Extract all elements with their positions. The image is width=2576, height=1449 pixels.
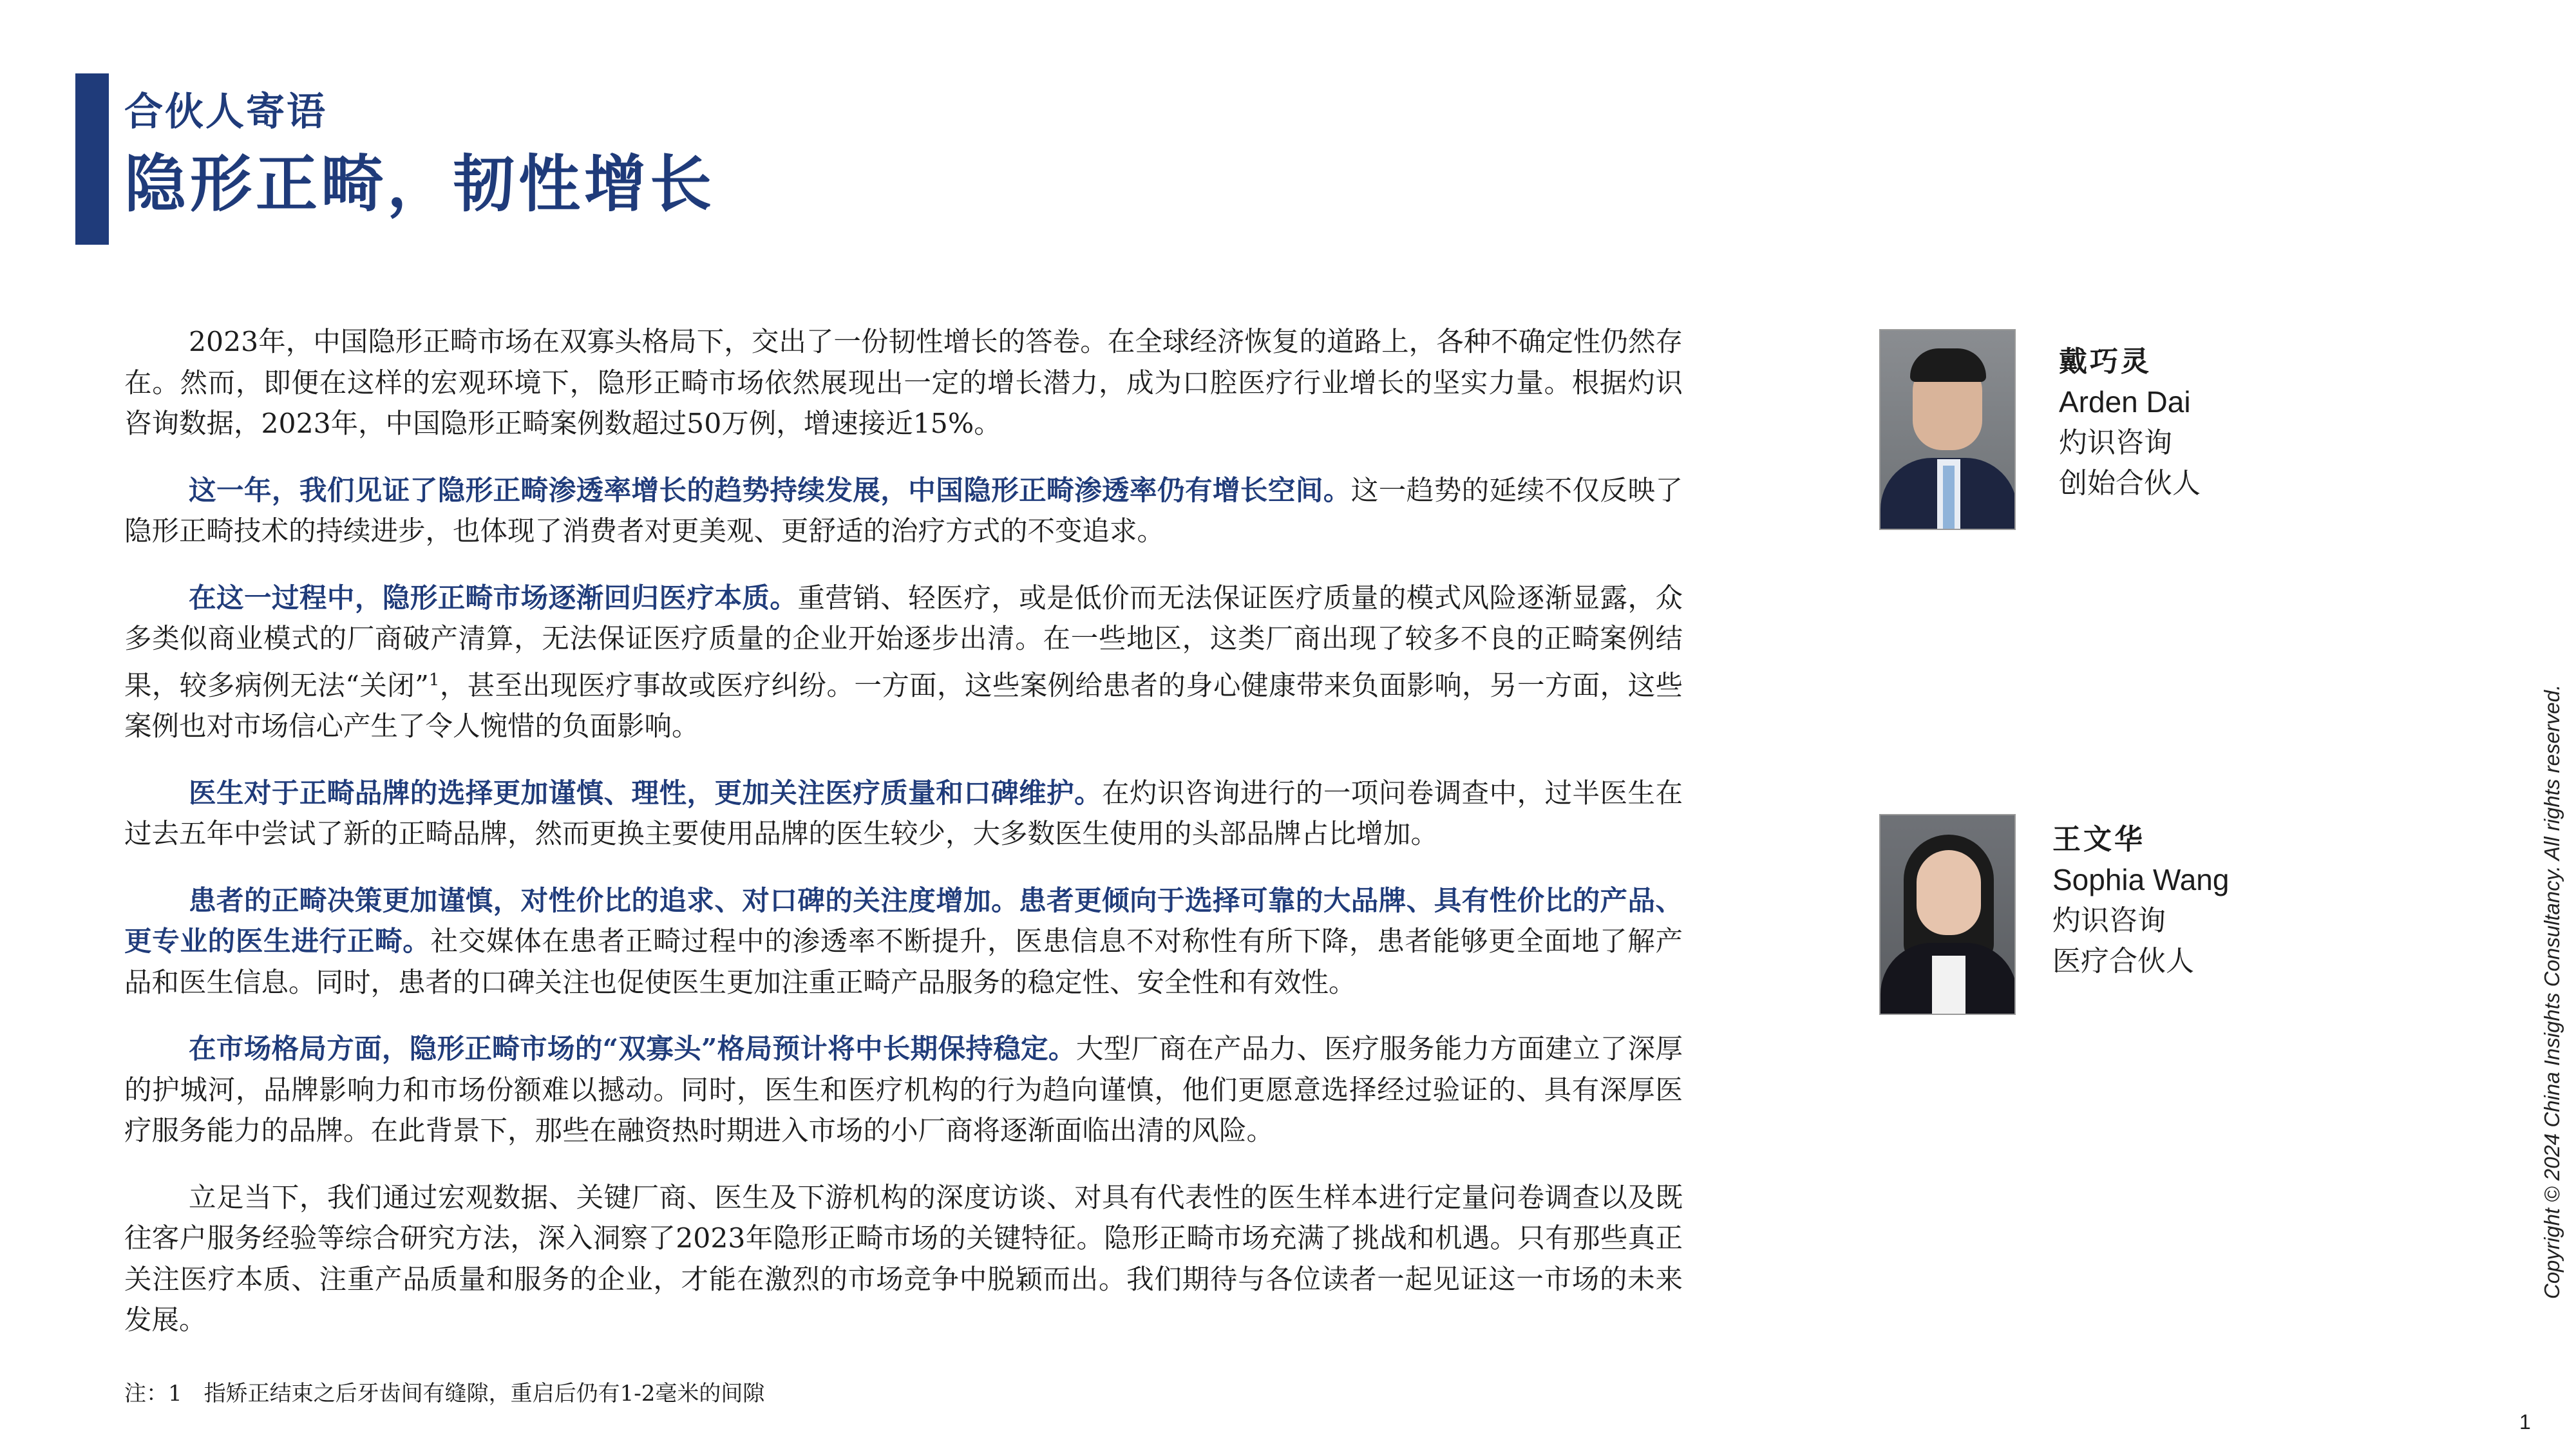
paragraph-text: ，甚至出现医疗事故或医疗纠纷。一方面，这些案例给患者的身心健康带来负面影响，另一方面，这些案例也对市场信心产生了令人惋惜的负面影响。 bbox=[124, 670, 1683, 743]
hair-shape bbox=[1910, 348, 1986, 382]
footnote: 注：1 指矫正结束之后牙齿间有缝隙，重启后仍有1-2毫米的间隙 bbox=[124, 1381, 765, 1406]
paragraph-1 bbox=[124, 322, 1683, 445]
partner-name-cn: 王文华 bbox=[2052, 823, 2145, 856]
partner-name-cn: 戴巧灵 bbox=[2059, 345, 2152, 378]
partner-company: 灼识咨询 bbox=[2052, 904, 2166, 937]
paragraph-highlight: 医生对于正畸品牌的选择更加谨慎、理性，更加关注医疗质量和口碑维护。 bbox=[189, 777, 1103, 810]
paragraph-2 bbox=[124, 471, 1683, 553]
paragraph-text: 大型厂商在产品力、医疗服务能力方面建立了深厚的护城河，品牌影响力和市场份额难以撼动。同时，医生和医疗机构的行为趋向谨慎，他们更愿意选择经过验证的、具有深厚医疗服务能力的品牌。在此背景下，那些在融资热时期进入市场的小厂商将逐渐面临出清的风险。 bbox=[124, 1034, 1683, 1148]
paragraph-text: 立足当下，我们通过宏观数据、关键厂商、医生及下游机构的深度访谈、对具有代表性的医生样本进行定量问卷调查以及既往客户服务经验等综合研究方法，深入洞察了2023年隐形正畸市场的关键特征。隐形正畸市场充满了挑战和机遇。只有那些真正关注医疗本质、注重产品质量和服务的企业，才能在激烈的市场竞争中脱颖而出。我们期待与各位读者一起见证这一市场的未来发展。 bbox=[124, 1182, 1683, 1337]
paragraph-highlight: 患者的正畸决策更加谨慎，对性价比的追求、对口碑的关注度增加。患者更倾向于选择可靠的大品牌、具有性价比的产品、更专业的医生进行正畸。 bbox=[124, 884, 1683, 958]
paragraph-3 bbox=[124, 578, 1683, 748]
partner-name-en: Arden Dai bbox=[2059, 385, 2191, 419]
paragraph-text: 在灼识咨询进行的一项问卷调查中，过半医生在过去五年中尝试了新的正畸品牌，然而更换主要使用品牌的医生较少，大多数医生使用的头部品牌占比增加。 bbox=[124, 777, 1683, 851]
page-number: 1 bbox=[2519, 1410, 2531, 1434]
partner-profile-1 bbox=[2059, 341, 2201, 504]
head-shape bbox=[1917, 850, 1981, 935]
page-title: 隐形正畸，韧性增长 bbox=[124, 147, 715, 220]
paragraph-text: 社交媒体在患者正畸过程中的渗透率不断提升，医患信息不对称性有所下降，患者能够更全面地了解产品和医生信息。同时，患者的口碑关注也促使医生更加注重正畸产品服务的稳定性、安全性和有效性。 bbox=[124, 926, 1683, 999]
partner-company: 灼识咨询 bbox=[2059, 426, 2172, 459]
partner-role: 医疗合伙人 bbox=[2052, 945, 2194, 978]
paragraph-6 bbox=[124, 1029, 1683, 1152]
footnote-ref: 1 bbox=[428, 670, 440, 690]
paragraph-text: 2023年，中国隐形正畸市场在双寡头格局下，交出了一份韧性增长的答卷。在全球经济恢复的道路上，各种不确定性仍然存在。然而，即便在这样的宏观环境下，隐形正畸市场依然展现出一定的增长潜力，成为口腔医疗行业增长的坚实力量。根据灼识咨询数据，2023年，中国隐形正畸案例数超过50万例，增速接近15%。 bbox=[124, 327, 1683, 440]
shirt-shape bbox=[1932, 956, 1965, 1014]
partner-profile-2 bbox=[2052, 819, 2229, 981]
tie-shape bbox=[1943, 466, 1955, 529]
paragraph-highlight: 这一年，我们见证了隐形正畸渗透率增长的趋势持续发展，中国隐形正畸渗透率仍有增长空间。 bbox=[189, 474, 1351, 507]
copyright-notice: Copyright © 2024 China Insights Consultancy. All rights reserved. bbox=[2540, 684, 2564, 1300]
paragraph-text: 这一趋势的延续不仅反映了隐形正畸技术的持续进步，也体现了消费者对更美观、更舒适的治疗方式的不变追求。 bbox=[124, 475, 1683, 547]
paragraph-7 bbox=[124, 1178, 1683, 1341]
partner-name-en: Sophia Wang bbox=[2052, 863, 2230, 896]
paragraph-5 bbox=[124, 881, 1683, 1004]
article-body bbox=[124, 322, 1683, 1367]
partner-photo-2 bbox=[1879, 814, 2016, 1015]
paragraph-highlight: 在这一过程中，隐形正畸市场逐渐回归医疗本质。 bbox=[189, 582, 798, 614]
partner-photo-1 bbox=[1879, 329, 2016, 530]
partner-role: 创始合伙人 bbox=[2059, 467, 2201, 500]
title-accent-bar bbox=[75, 73, 109, 245]
paragraph-highlight: 在市场格局方面，隐形正畸市场的“双寡头”格局预计将中长期保持稳定。 bbox=[189, 1033, 1076, 1066]
paragraph-4 bbox=[124, 773, 1683, 855]
paragraph-text: 重营销、轻医疗，或是低价而无法保证医疗质量的模式风险逐渐显露，众多类似商业模式的厂商破产清算，无法保证医疗质量的企业开始逐步出清。在一些地区，这类厂商出现了较多不良的正畸案例结果，较多病例无法“关闭” bbox=[124, 582, 1683, 702]
section-supertitle: 合伙人寄语 bbox=[124, 90, 327, 135]
